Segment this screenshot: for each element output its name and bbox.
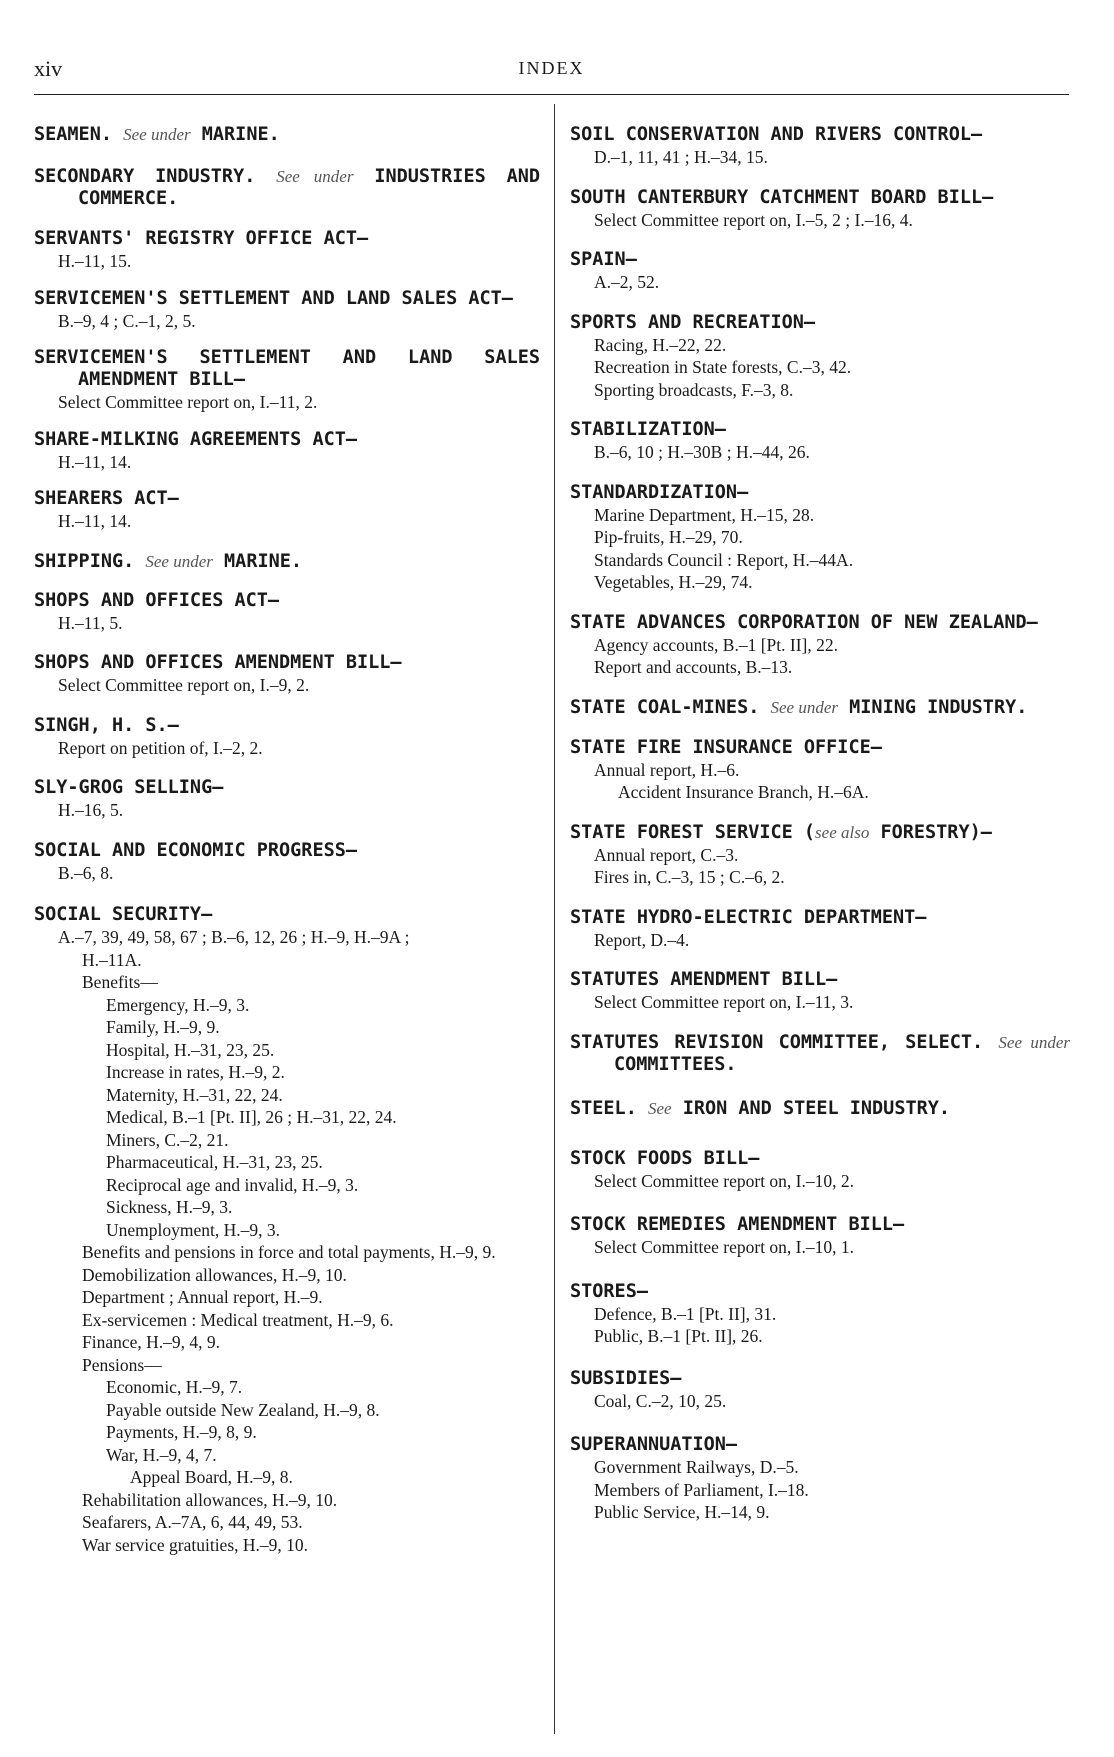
cross-reference-label: See under <box>276 167 354 186</box>
cross-reference-target: IRON AND STEEL INDUSTRY. <box>682 1097 951 1119</box>
index-entry <box>570 612 1070 679</box>
index-entry <box>570 969 1070 1014</box>
index-entry <box>570 482 1070 594</box>
entry-line: Select Committee report on, I.–5, 2 ; I.–16, 4. <box>594 209 913 230</box>
entry-heading: STABILIZATION— <box>570 419 726 440</box>
entry-line: H.–11, 14. <box>58 451 132 472</box>
index-entry <box>34 840 540 885</box>
index-entry <box>34 590 540 635</box>
entry-line: Agency accounts, B.–1 [Pt. II], 22. <box>594 634 838 655</box>
entry-line: Report on petition of, I.–2, 2. <box>58 737 263 758</box>
index-entry <box>34 347 540 414</box>
sub-entry: Rehabilitation allowances, H.–9, 10. <box>82 1489 338 1510</box>
entry-line: Select Committee report on, I.–11, 3. <box>594 992 854 1012</box>
sub-entry: Demobilization allowances, H.–9, 10. <box>82 1264 347 1285</box>
entry-line: Members of Parliament, I.–18. <box>594 1479 809 1500</box>
cross-reference-target: FORESTRY)— <box>880 821 992 843</box>
entry-line: Defence, B.–1 [Pt. II], 31. <box>594 1303 777 1324</box>
cross-reference-target: MARINE. <box>201 124 280 145</box>
entry-line: Select Committee report on, I.–9, 2. <box>58 675 310 695</box>
page-header <box>34 56 1069 82</box>
sub-entry: Maternity, H.–31, 22, 24. <box>106 1084 283 1105</box>
cross-reference-target: COMMITTEES. <box>614 1053 737 1075</box>
entry-line: Select Committee report on, I.–10, 2. <box>594 1170 855 1191</box>
sub-entry: Family, H.–9, 9. <box>106 1017 220 1037</box>
sub-entry: Increase in rates, H.–9, 2. <box>106 1062 285 1082</box>
index-entry <box>570 1281 1070 1348</box>
index-entry <box>570 907 1070 952</box>
cross-reference-target: INDUSTRIES AND COMMERCE. <box>78 166 541 209</box>
index-entry <box>34 124 540 146</box>
entry-heading: STEEL. <box>570 1097 637 1119</box>
entry-heading: STANDARDIZATION— <box>570 481 749 503</box>
entry-line: Accident Insurance Branch, H.–6A. <box>618 782 869 802</box>
entry-heading: SHIPPING. <box>34 550 135 572</box>
cross-reference-label: See <box>647 1098 672 1118</box>
entry-heading: SPORTS AND RECREATION— <box>570 311 816 333</box>
entry-line: B.–9, 4 ; C.–1, 2, 5. <box>58 310 196 331</box>
entry-heading: STOCK REMEDIES AMENDMENT BILL— <box>570 1214 905 1235</box>
entry-line: Pip-fruits, H.–29, 70. <box>594 527 743 547</box>
sub-entry: Miners, C.–2, 21. <box>106 1129 229 1150</box>
sub-entry: Payments, H.–9, 8, 9. <box>106 1422 257 1442</box>
cross-reference-label: See under <box>123 125 191 144</box>
entry-heading: SPAIN— <box>570 249 637 270</box>
entry-heading: STORES— <box>570 1280 648 1302</box>
page-title: INDEX <box>518 58 585 78</box>
entry-heading: SECONDARY INDUSTRY. <box>34 166 256 187</box>
entry-line: Marine Department, H.–15, 28. <box>594 504 815 525</box>
cross-reference-target: MINING INDUSTRY. <box>849 696 1028 718</box>
index-entry <box>34 551 540 573</box>
entry-heading: SEAMEN. <box>34 124 112 145</box>
entry-heading: SHEARERS ACT— <box>34 488 179 509</box>
sub-entry: Seafarers, A.–7A, 6, 44, 49, 53. <box>82 1512 303 1532</box>
cross-reference-label: see also <box>815 822 870 842</box>
entry-heading: SERVICEMEN'S SETTLEMENT AND LAND SALES ACT— <box>34 287 513 309</box>
entry-line: H.–11, 14. <box>58 511 132 531</box>
sub-entry: Emergency, H.–9, 3. <box>106 994 250 1015</box>
entry-heading: SOCIAL AND ECONOMIC PROGRESS— <box>34 839 358 861</box>
entry-line: Public Service, H.–14, 9. <box>594 1502 770 1522</box>
index-entry <box>570 822 1070 889</box>
sub-entry: Sickness, H.–9, 3. <box>106 1197 233 1217</box>
sub-entry: Ex-servicemen : Medical treatment, H.–9, 6. <box>82 1309 394 1330</box>
entry-heading: SOCIAL SECURITY— <box>34 904 213 925</box>
entry-line: Coal, C.–2, 10, 25. <box>594 1390 727 1411</box>
sub-entry: War, H.–9, 4, 7. <box>106 1444 217 1465</box>
entry-heading: SOIL CONSERVATION AND RIVERS CONTROL— <box>570 124 983 145</box>
entry-line: Sporting broadcasts, F.–3, 8. <box>594 379 794 400</box>
entry-line: B.–6, 10 ; H.–30B ; H.–44, 26. <box>594 442 810 462</box>
entry-line: H.–11A. <box>82 949 142 970</box>
sub-entry: War service gratuities, H.–9, 10. <box>82 1534 309 1555</box>
cross-reference-label: See under <box>998 1032 1070 1052</box>
entry-heading: STATE COAL-MINES. <box>570 696 760 718</box>
index-entry <box>34 429 540 474</box>
entry-heading: STATUTES AMENDMENT BILL— <box>570 969 838 990</box>
entry-heading: STATE FIRE INSURANCE OFFICE— <box>570 736 882 758</box>
sub-entry: Department ; Annual report, H.–9. <box>82 1287 323 1307</box>
entry-line: Select Committee report on, I.–11, 2. <box>58 392 318 412</box>
entry-heading: SUBSIDIES— <box>570 1367 682 1389</box>
entry-line: Standards Council : Report, H.–44A. <box>594 549 854 570</box>
column-divider <box>554 104 555 1734</box>
entry-line: H.–16, 5. <box>58 800 124 820</box>
entry-heading: SERVICEMEN'S SETTLEMENT AND LAND SALES AMENDMENT BILL— <box>34 347 540 390</box>
entry-line: Report and accounts, B.–13. <box>594 657 793 677</box>
index-entry <box>570 697 1070 719</box>
cross-reference-label: See under <box>770 697 839 717</box>
header-rule <box>34 94 1069 95</box>
index-entry <box>570 1098 1070 1120</box>
entry-line: Recreation in State forests, C.–3, 42. <box>594 357 852 377</box>
entry-line: A.–7, 39, 49, 58, 67 ; B.–6, 12, 26 ; H.–9, H.–9A ; <box>58 927 410 947</box>
entry-line: Government Railways, D.–5. <box>594 1457 799 1477</box>
page-number: xiv <box>34 56 63 81</box>
entry-heading: STOCK FOODS BILL— <box>570 1147 760 1169</box>
entry-line: Report, D.–4. <box>594 929 690 950</box>
entry-line: D.–1, 11, 41 ; H.–34, 15. <box>594 147 768 167</box>
entry-line: Racing, H.–22, 22. <box>594 334 727 355</box>
sub-entry: Medical, B.–1 [Pt. II], 26 ; H.–31, 22, 24. <box>106 1107 397 1127</box>
sub-entry: Appeal Board, H.–9, 8. <box>130 1467 293 1487</box>
index-entry <box>570 1214 1070 1259</box>
entry-heading: SOUTH CANTERBURY CATCHMENT BOARD BILL— <box>570 186 994 208</box>
sub-entry: Finance, H.–9, 4, 9. <box>82 1332 221 1352</box>
entry-heading: SLY-GROG SELLING— <box>34 777 224 798</box>
entry-heading: SERVANTS' REGISTRY OFFICE ACT— <box>34 228 369 249</box>
entry-heading: STATE HYDRO-ELECTRIC DEPARTMENT— <box>570 906 927 928</box>
sub-entry: Unemployment, H.–9, 3. <box>106 1219 281 1240</box>
cross-reference-label: See under <box>145 551 213 571</box>
index-entry <box>34 288 540 333</box>
entry-line: H.–11, 5. <box>58 612 123 633</box>
index-entry <box>570 1434 1070 1524</box>
index-entry <box>570 187 1070 232</box>
subheading: Pensions— <box>82 1354 162 1375</box>
index-entry <box>570 312 1070 402</box>
sub-entry: Pharmaceutical, H.–31, 23, 25. <box>106 1152 323 1172</box>
sub-entry: Economic, H.–9, 7. <box>106 1377 243 1397</box>
entry-line: Annual report, H.–6. <box>594 759 740 780</box>
index-entry <box>34 166 540 210</box>
index-entry <box>34 777 540 822</box>
sub-entry: Hospital, H.–31, 23, 25. <box>106 1039 275 1060</box>
entry-heading: STATUTES REVISION COMMITTEE, SELECT. <box>570 1031 984 1053</box>
index-entry <box>570 737 1070 804</box>
index-entry <box>570 419 1070 464</box>
entry-line: Fires in, C.–3, 15 ; C.–6, 2. <box>594 867 785 887</box>
index-entry <box>570 124 1070 169</box>
index-entry <box>34 652 540 697</box>
entry-heading: STATE FOREST SERVICE ( <box>570 821 816 843</box>
sub-entry: Payable outside New Zealand, H.–9, 8. <box>106 1399 380 1420</box>
entry-heading: SHOPS AND OFFICES AMENDMENT BILL— <box>34 652 402 673</box>
subheading: Benefits— <box>82 972 158 992</box>
entry-heading: SHARE-MILKING AGREEMENTS ACT— <box>34 428 358 450</box>
index-entry <box>34 904 540 1556</box>
cross-reference-target: MARINE. <box>224 550 303 572</box>
entry-heading: SINGH, H. S.— <box>34 714 179 736</box>
entry-line: Select Committee report on, I.–10, 1. <box>594 1237 855 1257</box>
index-entry <box>34 715 540 760</box>
index-entry <box>34 228 540 273</box>
entry-line: Annual report, C.–3. <box>594 844 739 865</box>
index-entry <box>570 1032 1070 1076</box>
entry-line: Public, B.–1 [Pt. II], 26. <box>594 1326 763 1346</box>
index-entry <box>570 249 1070 294</box>
left-column <box>34 124 540 1556</box>
index-entry <box>570 1368 1070 1413</box>
index-entry <box>570 1148 1070 1193</box>
entry-heading: SUPERANNUATION— <box>570 1434 738 1455</box>
entry-line: B.–6, 8. <box>58 862 114 883</box>
right-column <box>570 124 1070 1524</box>
entry-line: A.–2, 52. <box>594 272 660 292</box>
entry-heading: SHOPS AND OFFICES ACT— <box>34 589 280 611</box>
entry-heading: STATE ADVANCES CORPORATION OF NEW ZEALAND— <box>570 611 1038 633</box>
sub-entry: Reciprocal age and invalid, H.–9, 3. <box>106 1174 359 1195</box>
entry-line: Vegetables, H.–29, 74. <box>594 572 753 592</box>
sub-entry: Benefits and pensions in force and total payments, H.–9, 9. <box>82 1242 496 1262</box>
entry-line: H.–11, 15. <box>58 251 132 271</box>
index-entry <box>34 488 540 533</box>
